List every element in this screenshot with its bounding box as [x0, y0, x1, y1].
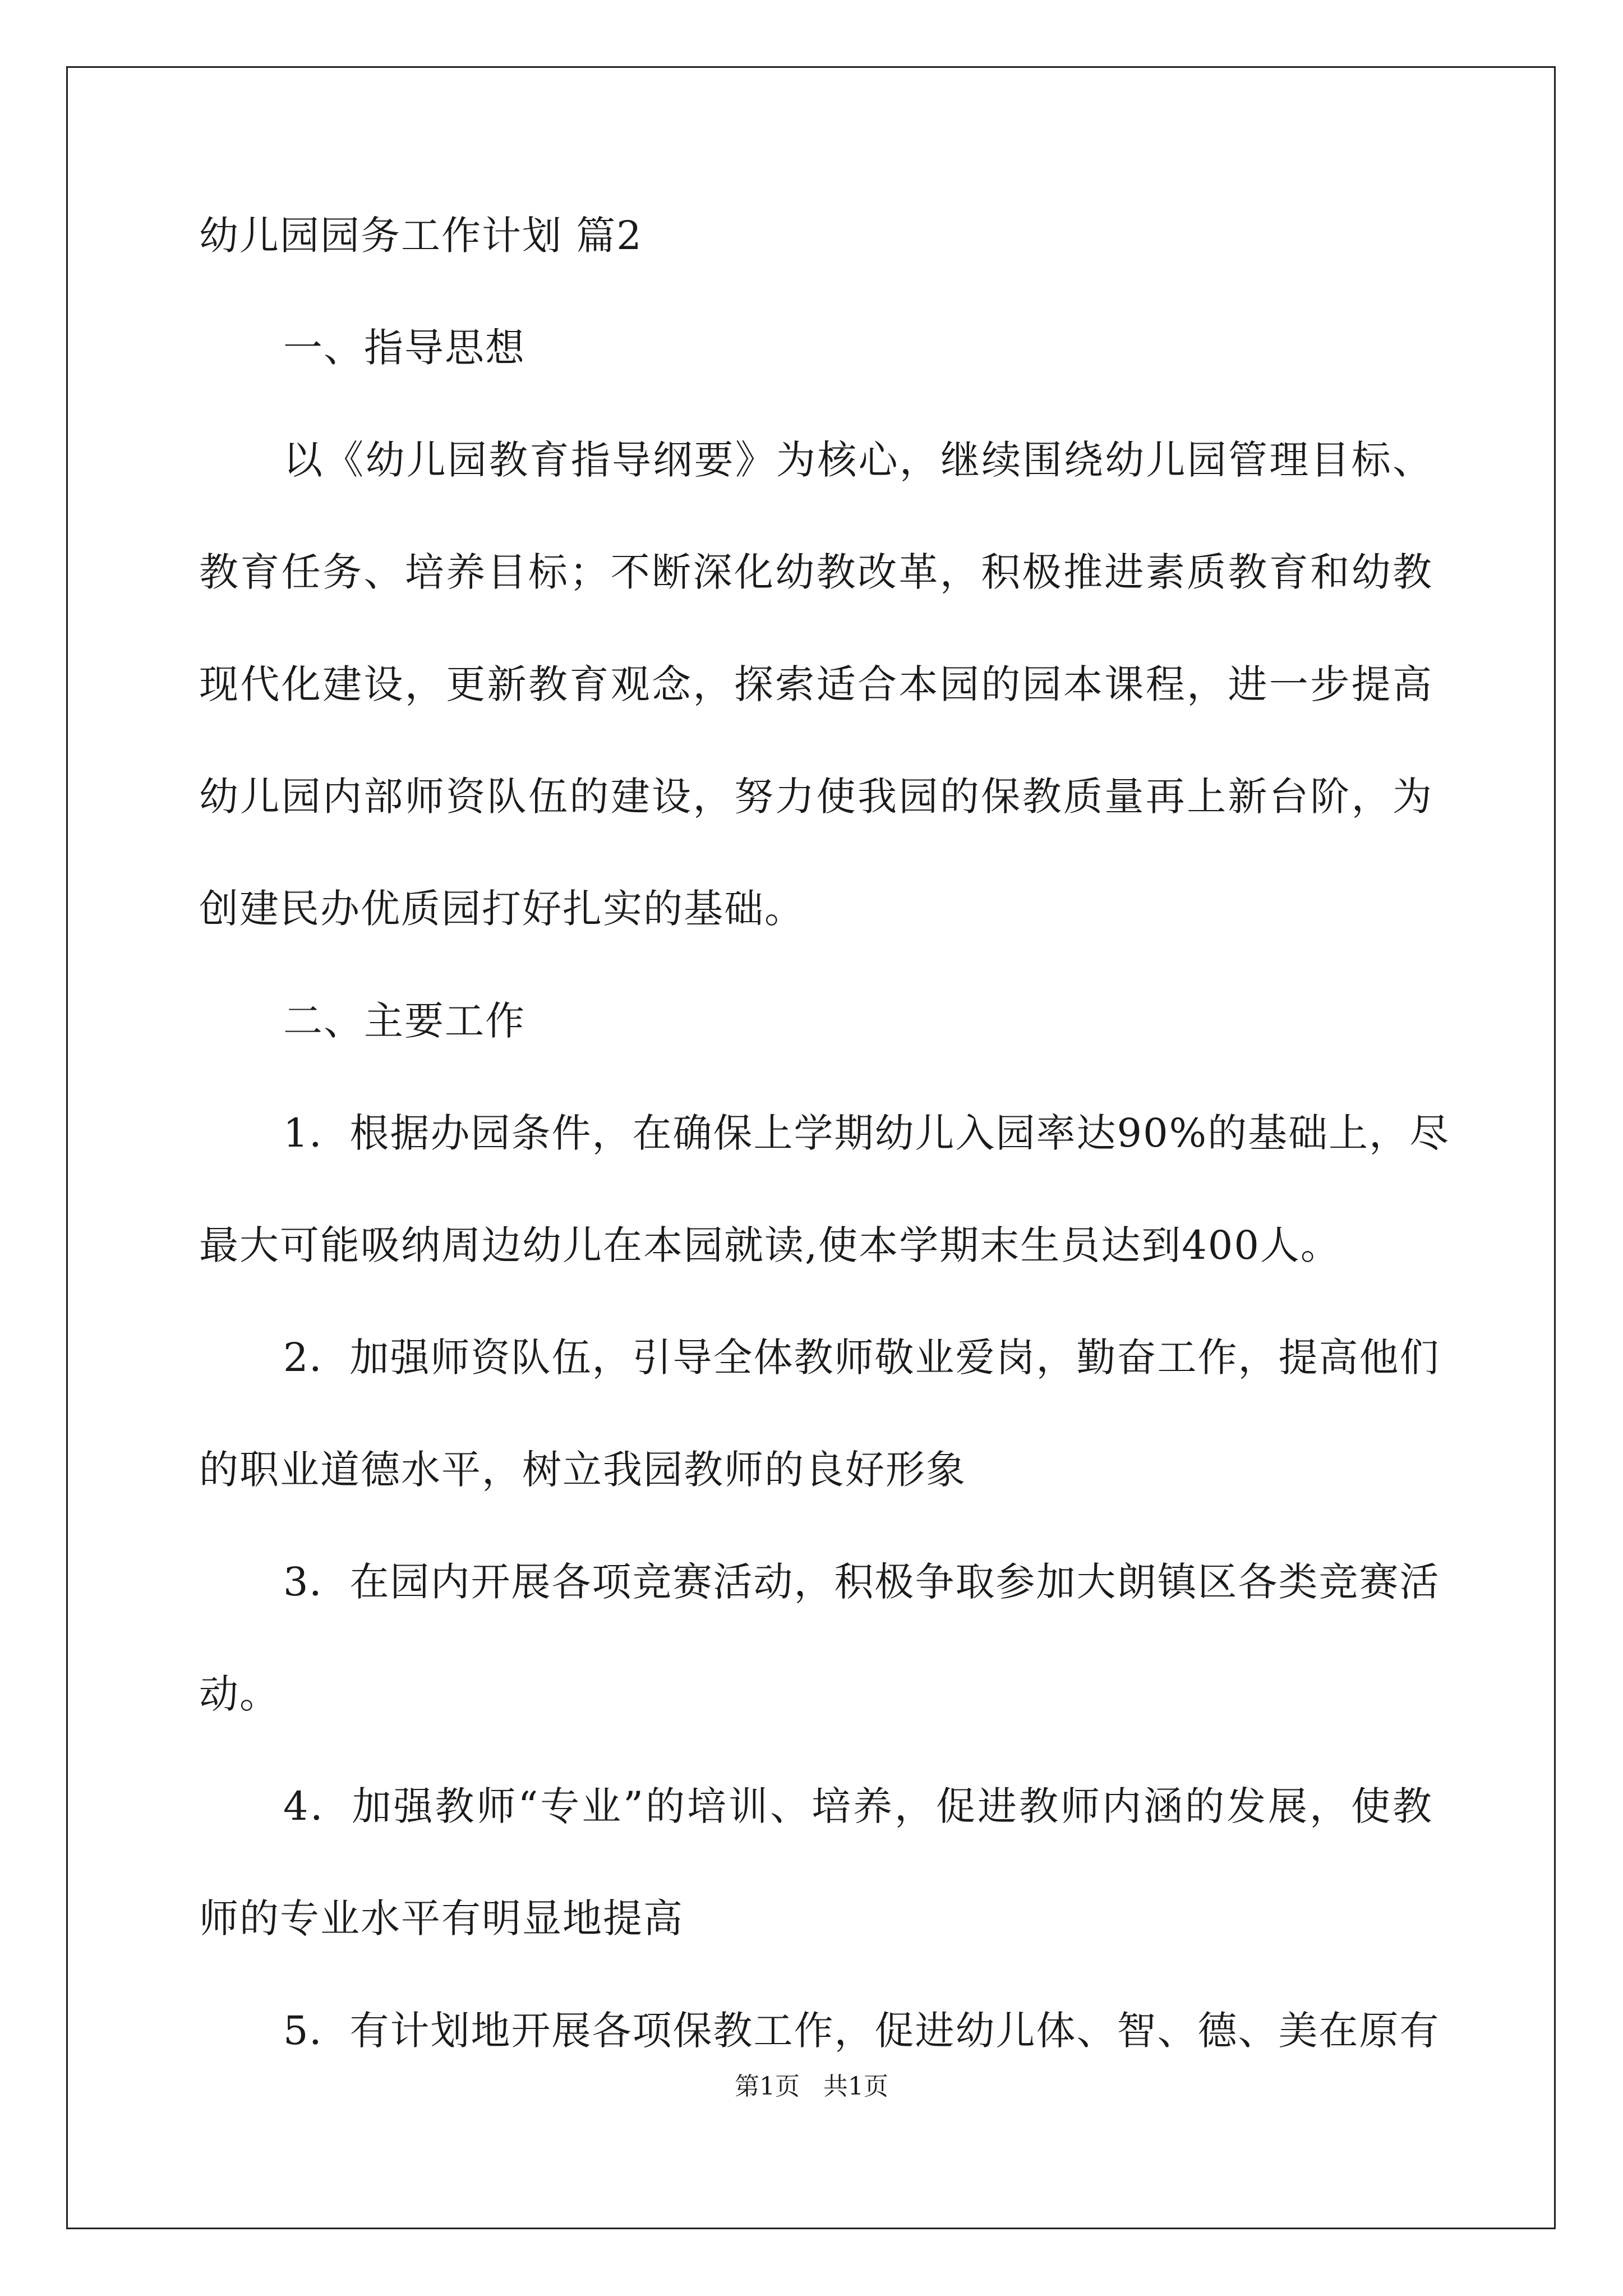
paragraph-line: 2．加强师资队伍，引导全体教师敬业爱岗，勤奋工作，提高他们	[283, 1335, 1440, 1381]
section-heading: 一、指导思想	[283, 325, 525, 371]
paragraph-line: 最大可能吸纳周边幼儿在本园就读,使本学期末生员达到400人。	[199, 1222, 1341, 1268]
paragraph-line: 的职业道德水平，树立我园教师的良好形象	[199, 1447, 966, 1493]
paragraph-line: 1．根据办园条件，在确保上学期幼儿入园率达90%的基础上，尽	[283, 1110, 1450, 1156]
page-total: 共1页	[823, 2072, 888, 2101]
paragraph-line: 4．加强教师“专业”的培训、培养，促进教师内涵的发展，使教	[283, 1783, 1433, 1829]
page-number: 第1页	[735, 2072, 800, 2101]
paragraph-line: 动。	[199, 1671, 280, 1717]
paragraph-line: 教育任务、培养目标；不断深化幼教改革，积极推进素质教育和幼教	[199, 549, 1433, 595]
paragraph-line: 创建民办优质园打好扎实的基础。	[199, 886, 805, 932]
page-footer	[0, 2073, 1623, 2101]
paragraph-line: 师的专业水平有明显地提高	[199, 1895, 684, 1941]
paragraph-line: 3．在园内开展各项竞赛活动，积极争取参加大朗镇区各类竞赛活	[283, 1559, 1440, 1605]
document-title: 幼儿园园务工作计划 篇2	[199, 213, 643, 259]
paragraph-line: 5．有计划地开展各项保教工作，促进幼儿体、智、德、美在原有	[283, 2008, 1440, 2054]
paragraph-line: 现代化建设，更新教育观念，探索适合本园的园本课程，进一步提高	[199, 661, 1433, 707]
paragraph-line: 幼儿园内部师资队伍的建设，努力使我园的保教质量再上新台阶，为	[199, 774, 1433, 820]
section-heading: 二、主要工作	[283, 998, 525, 1044]
paragraph-line: 以《幼儿园教育指导纲要》为核心，继续围绕幼儿园管理目标、	[283, 437, 1433, 483]
